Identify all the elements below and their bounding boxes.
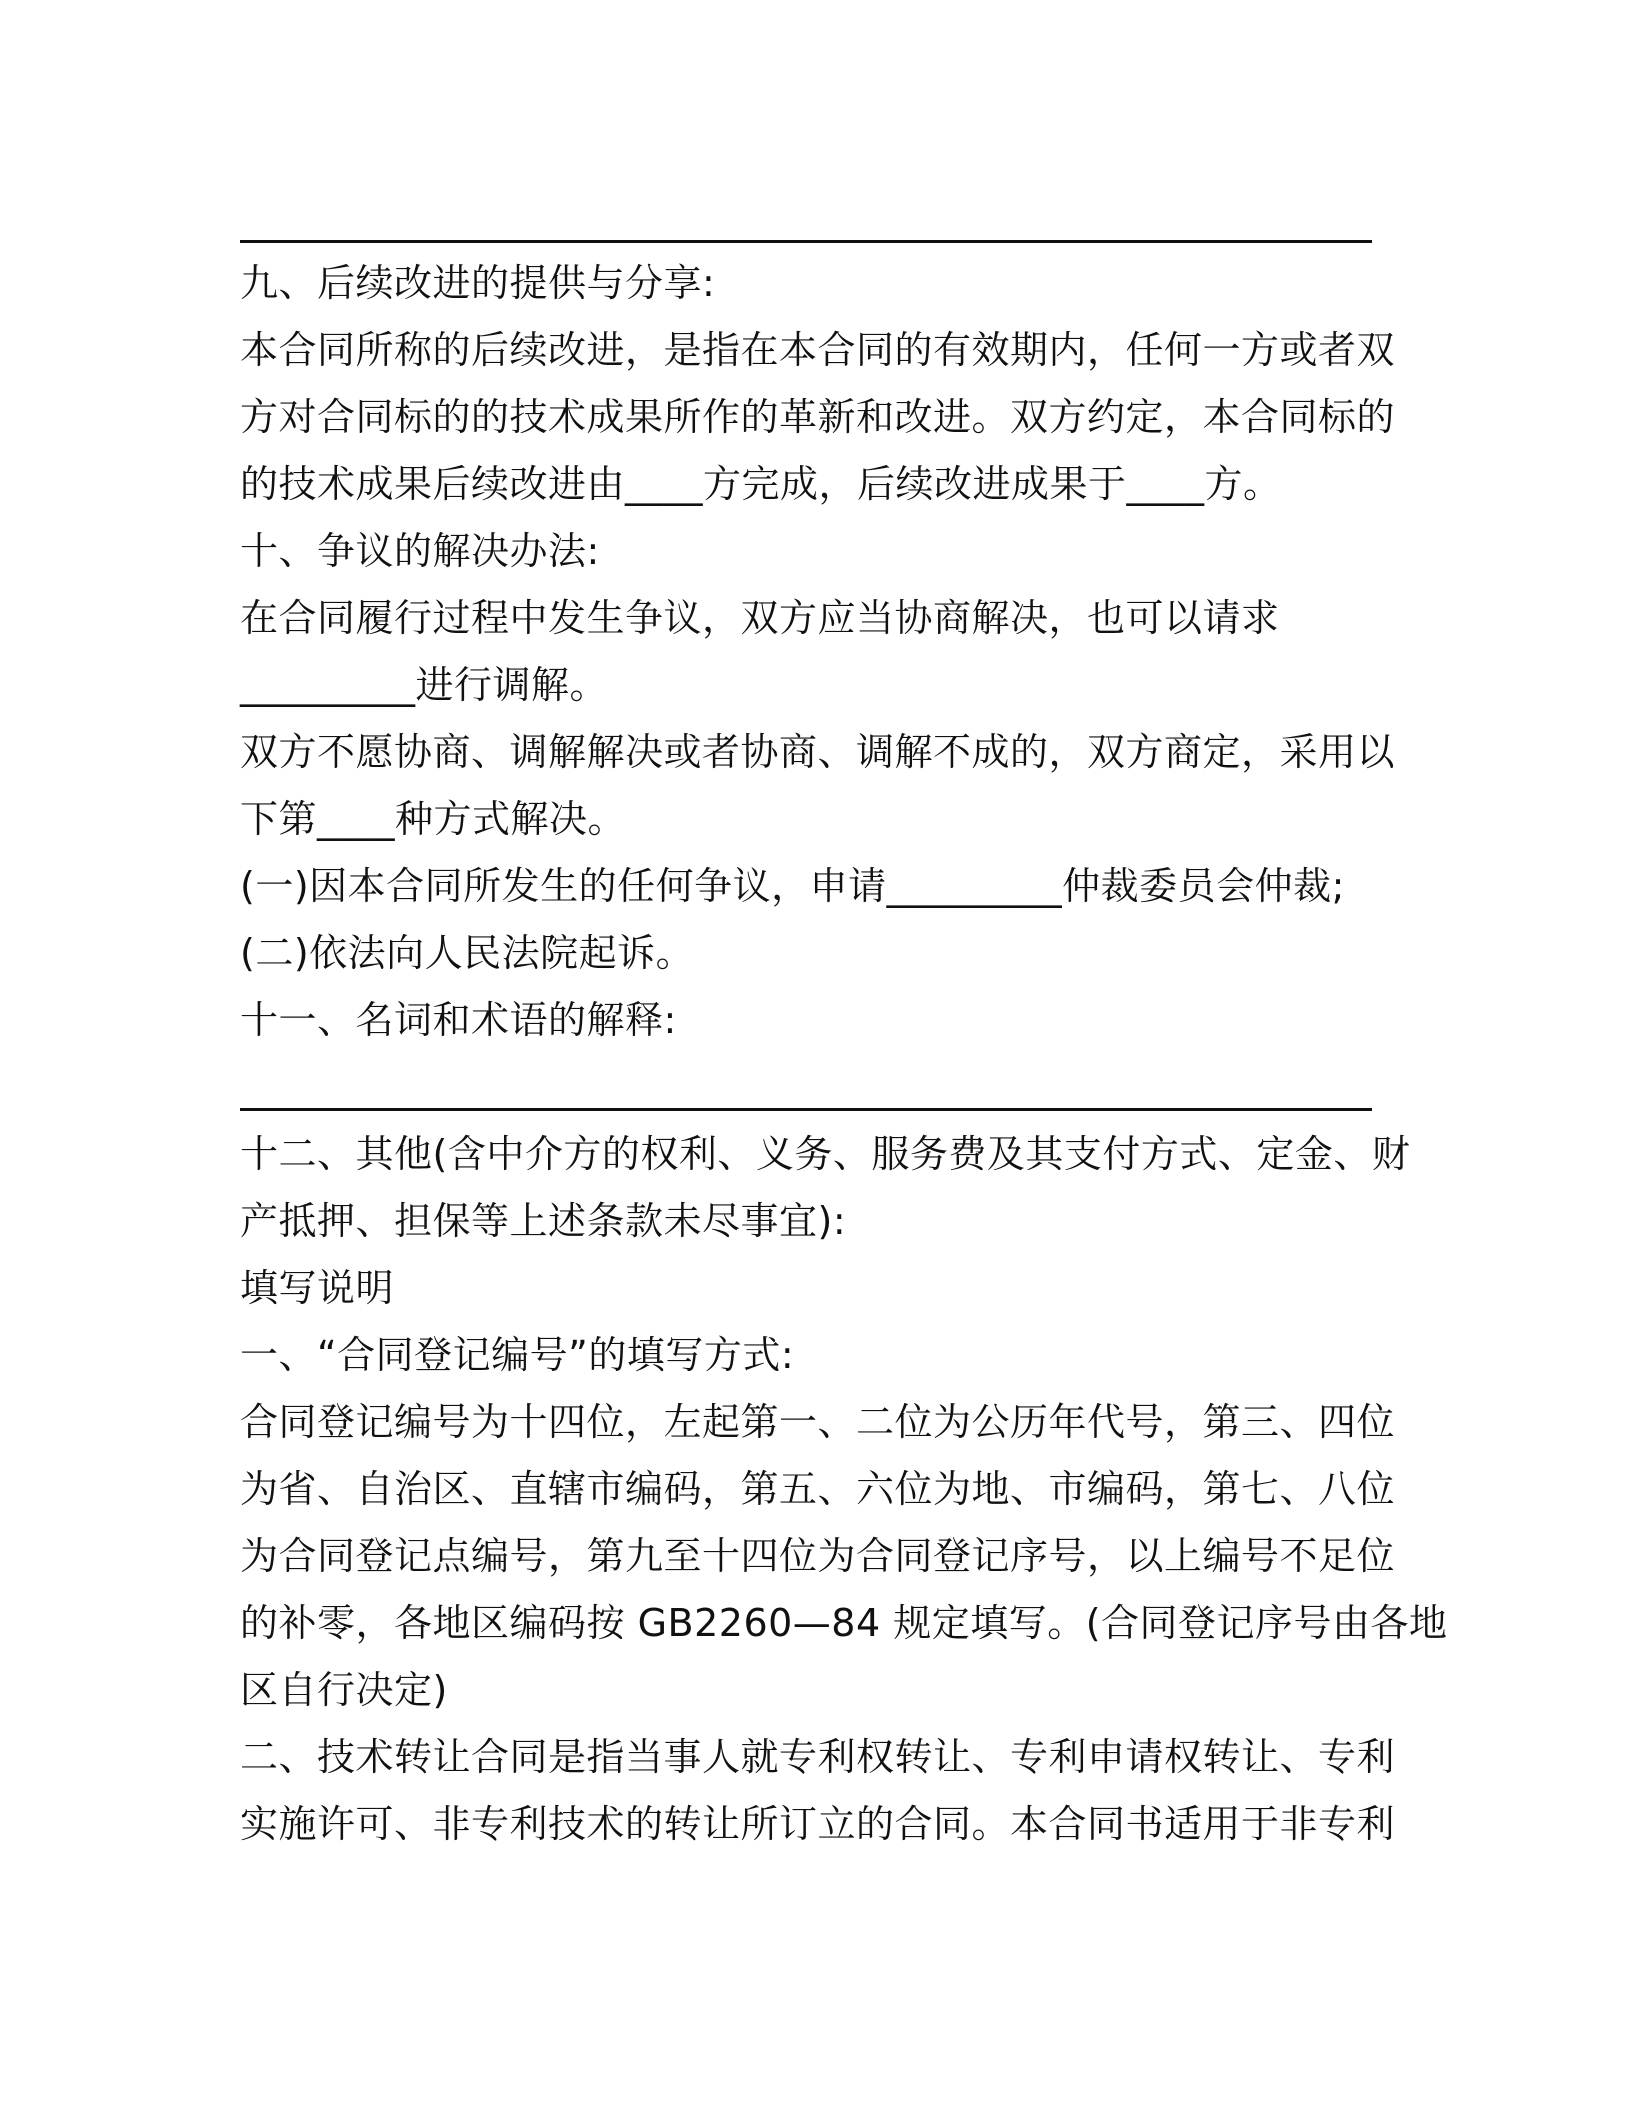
paragraph-line: 区自行决定) [240, 1668, 448, 1712]
paragraph-line: 的补零，各地区编码按 GB2260—84 规定填写。(合同登记序号由各地 [240, 1601, 1448, 1645]
paragraph-line: 的技术成果后续改进由____方完成，后续改进成果于____方。 [240, 462, 1282, 506]
blank-fill-line-top [240, 240, 1372, 243]
blank-fill-line-terms [240, 1108, 1372, 1111]
section-heading-11: 十一、名词和术语的解释: [240, 998, 677, 1042]
section-heading-12: 十二、其他(含中介方的权利、义务、服务费及其支付方式、定金、财 [240, 1132, 1411, 1176]
paragraph-line: 合同登记编号为十四位，左起第一、二位为公历年代号，第三、四位 [240, 1400, 1396, 1444]
section-heading-10: 十、争议的解决办法: [240, 529, 600, 573]
paragraph-line: 双方不愿协商、调解解决或者协商、调解不成的，双方商定，采用以 [240, 730, 1396, 774]
paragraph-line: 实施许可、非专利技术的转让所订立的合同。本合同书适用于非专利 [240, 1802, 1396, 1846]
paragraph-line: 产抵押、担保等上述条款未尽事宜): [240, 1199, 847, 1243]
option-litigation: (二)依法向人民法院起诉。 [240, 931, 695, 975]
instructions-heading: 填写说明 [240, 1266, 395, 1310]
paragraph-line: 在合同履行过程中发生争议，双方应当协商解决，也可以请求 [240, 596, 1280, 640]
instruction-heading-1: 一、“合同登记编号”的填写方式: [240, 1333, 795, 1377]
paragraph-line: 方对合同标的的技术成果所作的革新和改进。双方约定，本合同标的 [240, 395, 1396, 439]
paragraph-line: _________进行调解。 [240, 663, 609, 707]
instruction-heading-2: 二、技术转让合同是指当事人就专利权转让、专利申请权转让、专利 [240, 1735, 1396, 1779]
option-arbitration: (一)因本合同所发生的任何争议，申请_________仲裁委员会仲裁; [240, 864, 1345, 908]
paragraph-line: 为合同登记点编号，第九至十四位为合同登记序号，以上编号不足位 [240, 1534, 1396, 1578]
paragraph-line: 下第____种方式解决。 [240, 797, 627, 841]
paragraph-line: 本合同所称的后续改进，是指在本合同的有效期内，任何一方或者双 [240, 328, 1396, 372]
section-heading-9: 九、后续改进的提供与分享: [240, 261, 716, 305]
paragraph-line: 为省、自治区、直辖市编码，第五、六位为地、市编码，第七、八位 [240, 1467, 1396, 1511]
